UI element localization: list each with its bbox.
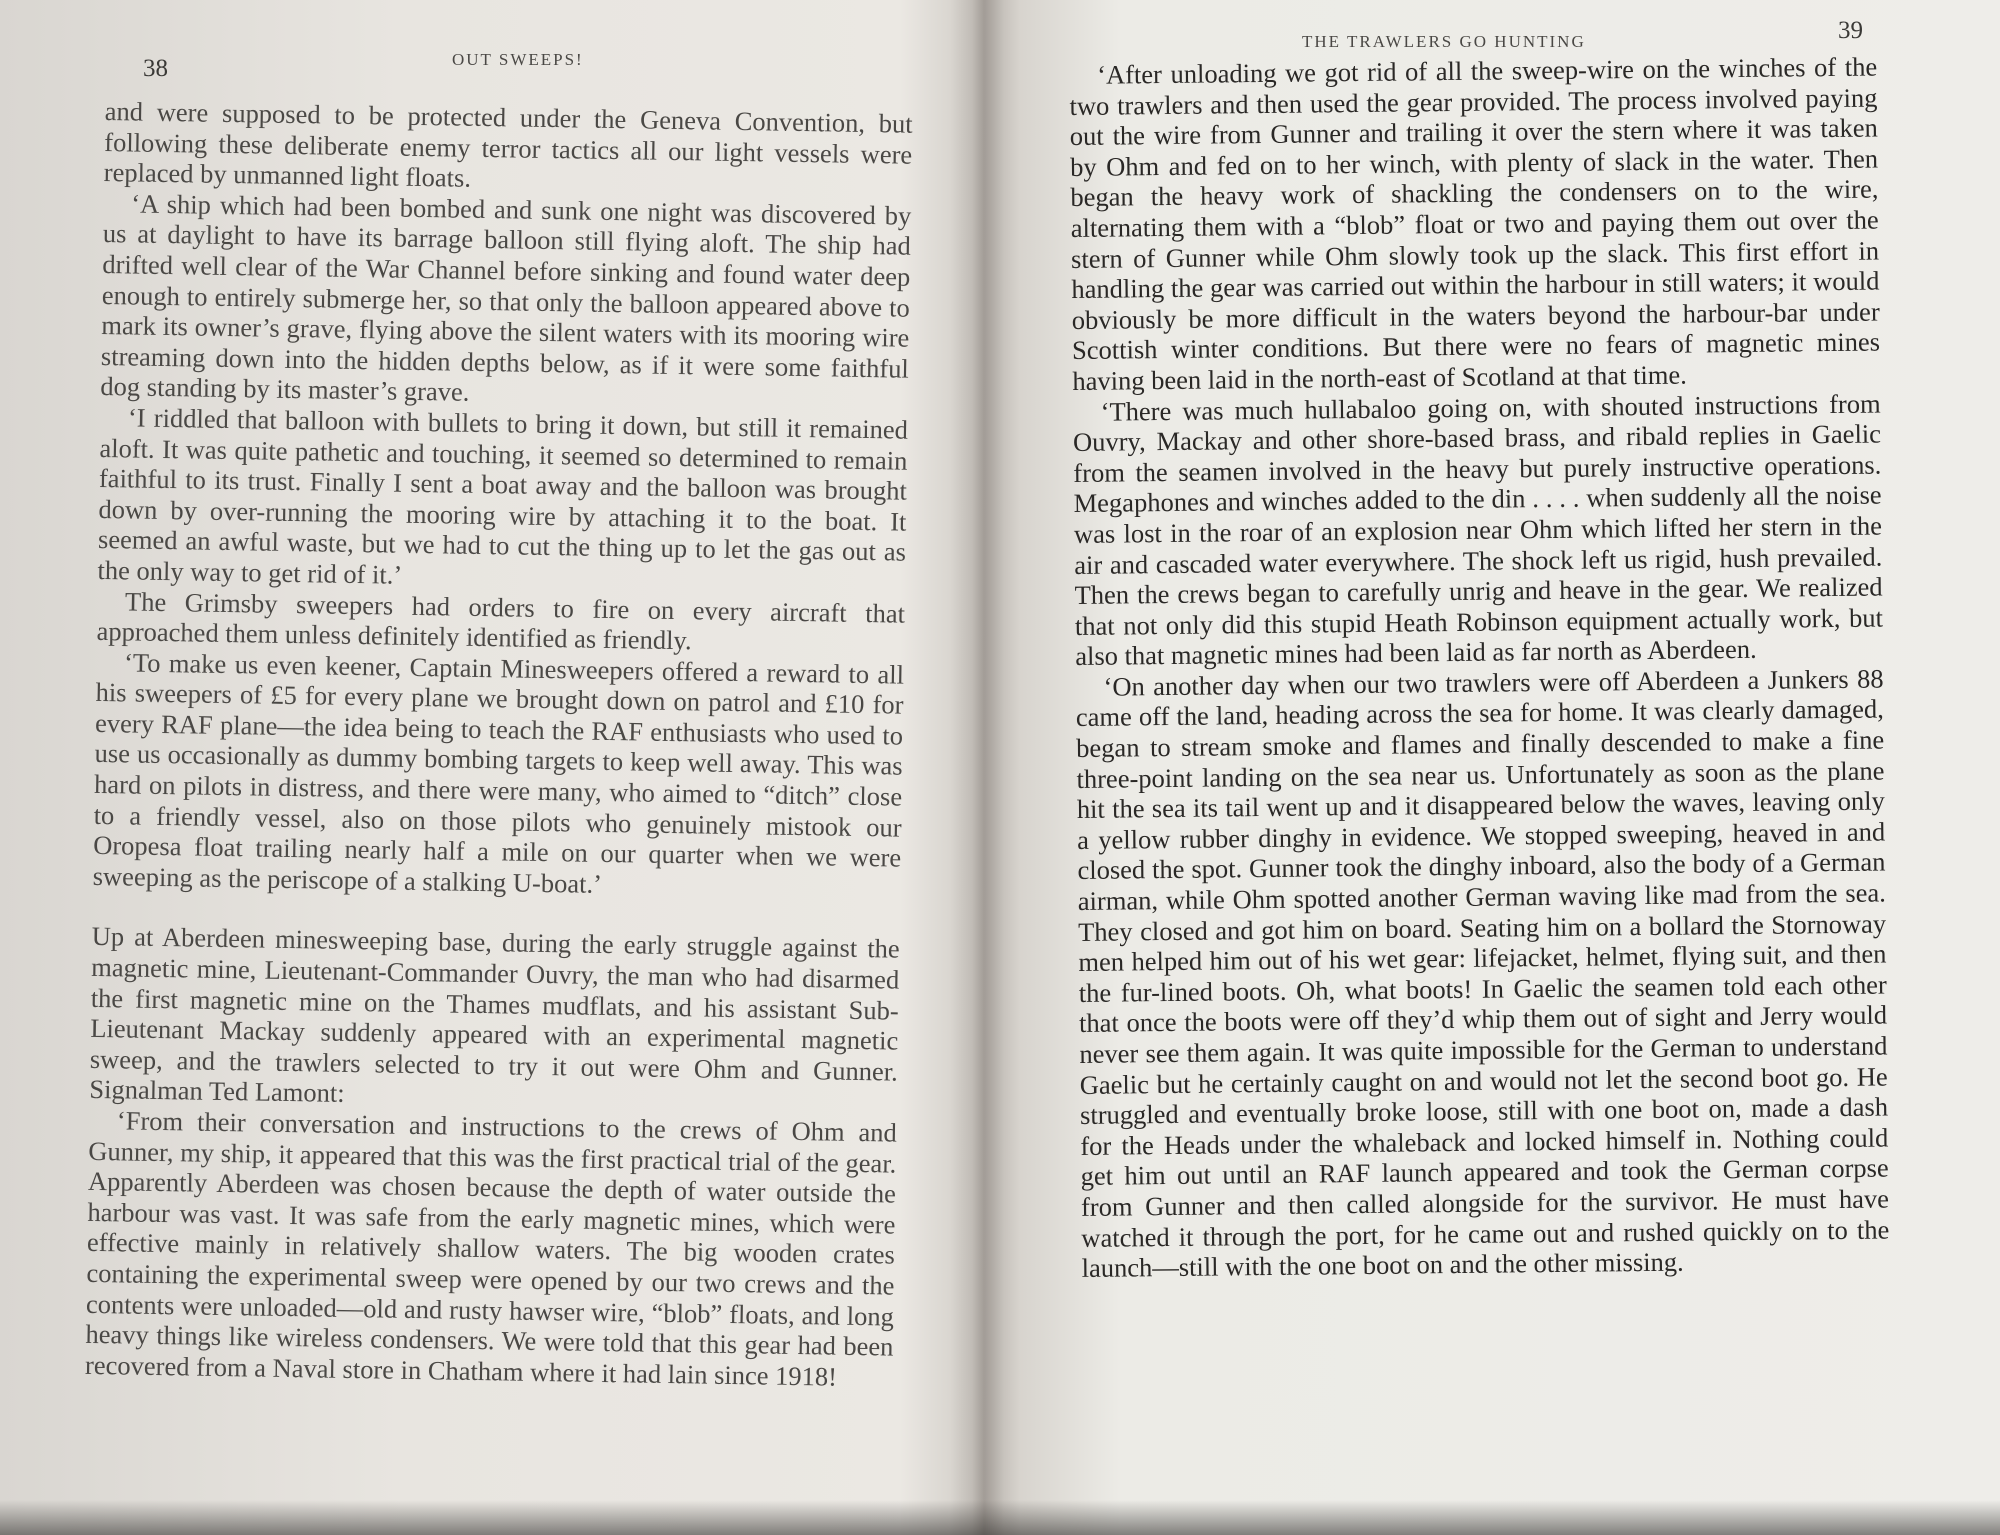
paragraph: ‘On another day when our two trawlers were off Aberdeen a Junkers 88 came off the land, heading across the sea for home. It was clearly damaged, began to stream smoke and flames and finally descended to make a fine three-point landing on the sea near us. Unfortunately as soon as the plane hit the sea its tail went up and it disappeared below the waves, leaving only a yellow rubber dinghy in evidence. We stopped sweeping, heaved in and closed the spot. Gunner took the dinghy inboard, also the body of a German airman, while Ohm spotted another German waving like mad from the sea. They closed and got him on board. Seating him on a bollard the Stornoway men helped him out of his wet gear: lifejacket, helmet, flying suit, and then the fur-lined boots. Oh, what boots! In Gaelic the seamen told each other that once the boots were off they’d whip them out of sight and Jerry would never see them again. It was quite impossible for the German to understand Gaelic but he certainly caught on and would not let the second boot go. He struggled and eventually broke loose, still with one boot on, made a dash for the Heads under the whaleback and locked himself in. Nothing could get him out until an RAF launch appeared and took the German corpse from Gunner and then called alongside for the survivor. He must have watched it through the port, for he came out and rushed quickly on to the launch—still with the one boot on and the other missing.	[1075, 663, 1890, 1284]
paragraph: The Grimsby sweepers had orders to fire on every aircraft that approached them unless definitely identified as friendly.	[96, 585, 906, 656]
paragraph: ‘From their conversation and instructions to the crews of Ohm and Gunner, my ship, it appeared that this was the first practical trial of the gear. Apparently Aberdeen was chosen because the depth of water outside the harbour was vast. It was safe from the early magnetic mines, which were effective mainly in relatively shallow waters. The big wooden crates containing the experimental sweep were opened by our two crews and the contents were unloaded—old and rusty hawser wire, “blob” floats, and long heavy things like wireless condensers. We were told that this gear had been recovered from a Naval store in Chatham where it had lain since 1918!	[84, 1105, 898, 1392]
paragraph: ‘There was much hullabaloo going on, with shouted instructions from Ouvry, Mackay and other shore-based brass, and ribald replies in Gaelic from the seamen involved in the heavy but purely instructive operations. Megaphones and winches added to the din . . . . when suddenly all the noise was lost in the roar of an explosion near Ohm which lifted her stern in the air and cascaded water everywhere. The shock left us rigid, hush prevailed. Then the crews began to carefully unrig and heave in the gear. We realized that not only did this stupid Heath Robinson equipment actually work, but also that magnetic mines had been laid as far north as Aberdeen.	[1072, 388, 1884, 672]
page-bottom-edge	[0, 1500, 2000, 1535]
page-number: 39	[1838, 17, 1863, 44]
paragraph: ‘To make us even keener, Captain Minesweepers offered a reward to all his sweepers of £5 for every plane we brought down on patrol and £10 for every RAF plane—the idea being to teach the RAF enthusiasts who used to use us occasionally as dummy bombing targets to keep well away. This was hard on pilots in distress, and there were many, who aimed to “ditch” close to a friendly vessel, also on those pilots who genuinely mistook our Oropesa float trailing nearly half a mile on our quarter when we were sweeping as the periscope of a stalking U-boat.’	[92, 647, 905, 899]
paragraph: Up at Aberdeen minesweeping base, during the early struggle against the magnetic mine, Lieutenant-Commander Ouvry, the man who had disarmed the first magnetic mine on the Thames mudflats, and his assistant Sub-Lieutenant Mackay suddenly appeared with an experimental magnetic sweep, and the trawlers selected to try it out were Ohm and Gunner. Signalman Ted Lamont:	[89, 921, 900, 1109]
running-head: OUT SWEEPS!	[452, 50, 584, 69]
body-text	[85, 96, 913, 1393]
left-page	[0, 0, 985, 1535]
paragraph: ‘A ship which had been bombed and sunk one night was discovered by us at daylight to have its barrage balloon still flying aloft. The ship had drifted well clear of the War Channel before sinking and found water deep enough to entirely submerge her, so that only the balloon appeared above to mark its owner’s grave, flying above the silent waters with its mooring wire streaming down into the hidden depths below, as if it were some faithful dog standing by its master’s grave.	[100, 188, 912, 408]
right-page	[985, 0, 2000, 1535]
paragraph: ‘I riddled that balloon with bullets to bring it down, but still it remained aloft. It was quite pathetic and touching, it seemed so determined to remain faithful to its trust. Finally I sent a boat away and the balloon was brought down by over-running the mooring wire by attaching it to the boat. It seemed an awful waste, but we had to cut the thing up to let the gas out as the only way to get rid of it.’	[97, 402, 909, 590]
body-text	[1069, 52, 1890, 1284]
page-number: 38	[143, 55, 168, 82]
paragraph: ‘After unloading we got rid of all the sweep-wire on the winches of the two trawlers and then used the gear provided. The process involved paying out the wire from Gunner and trailing it over the stern where it was taken by Ohm and fed on to her winch, with plenty of slack in the water. Then began the heavy work of shackling the condensers on to the wire, alternating them with a “blob” float or two and paying them out over the stern of Gunner while Ohm slowly took up the slack. This first effort in handling the gear was carried out within the harbour in still waters; it would obviously be more difficult in the waters beyond the harbour-bar under Scottish winter conditions. But there were no fears of magnetic mines having been laid in the north-east of Scotland at that time.	[1069, 51, 1881, 396]
paragraph: and were supposed to be protected under the Geneva Convention, but following these deliberate enemy terror tactics all our light vessels were replaced by unmanned light floats.	[103, 96, 913, 193]
running-head: THE TRAWLERS GO HUNTING	[1302, 32, 1586, 51]
